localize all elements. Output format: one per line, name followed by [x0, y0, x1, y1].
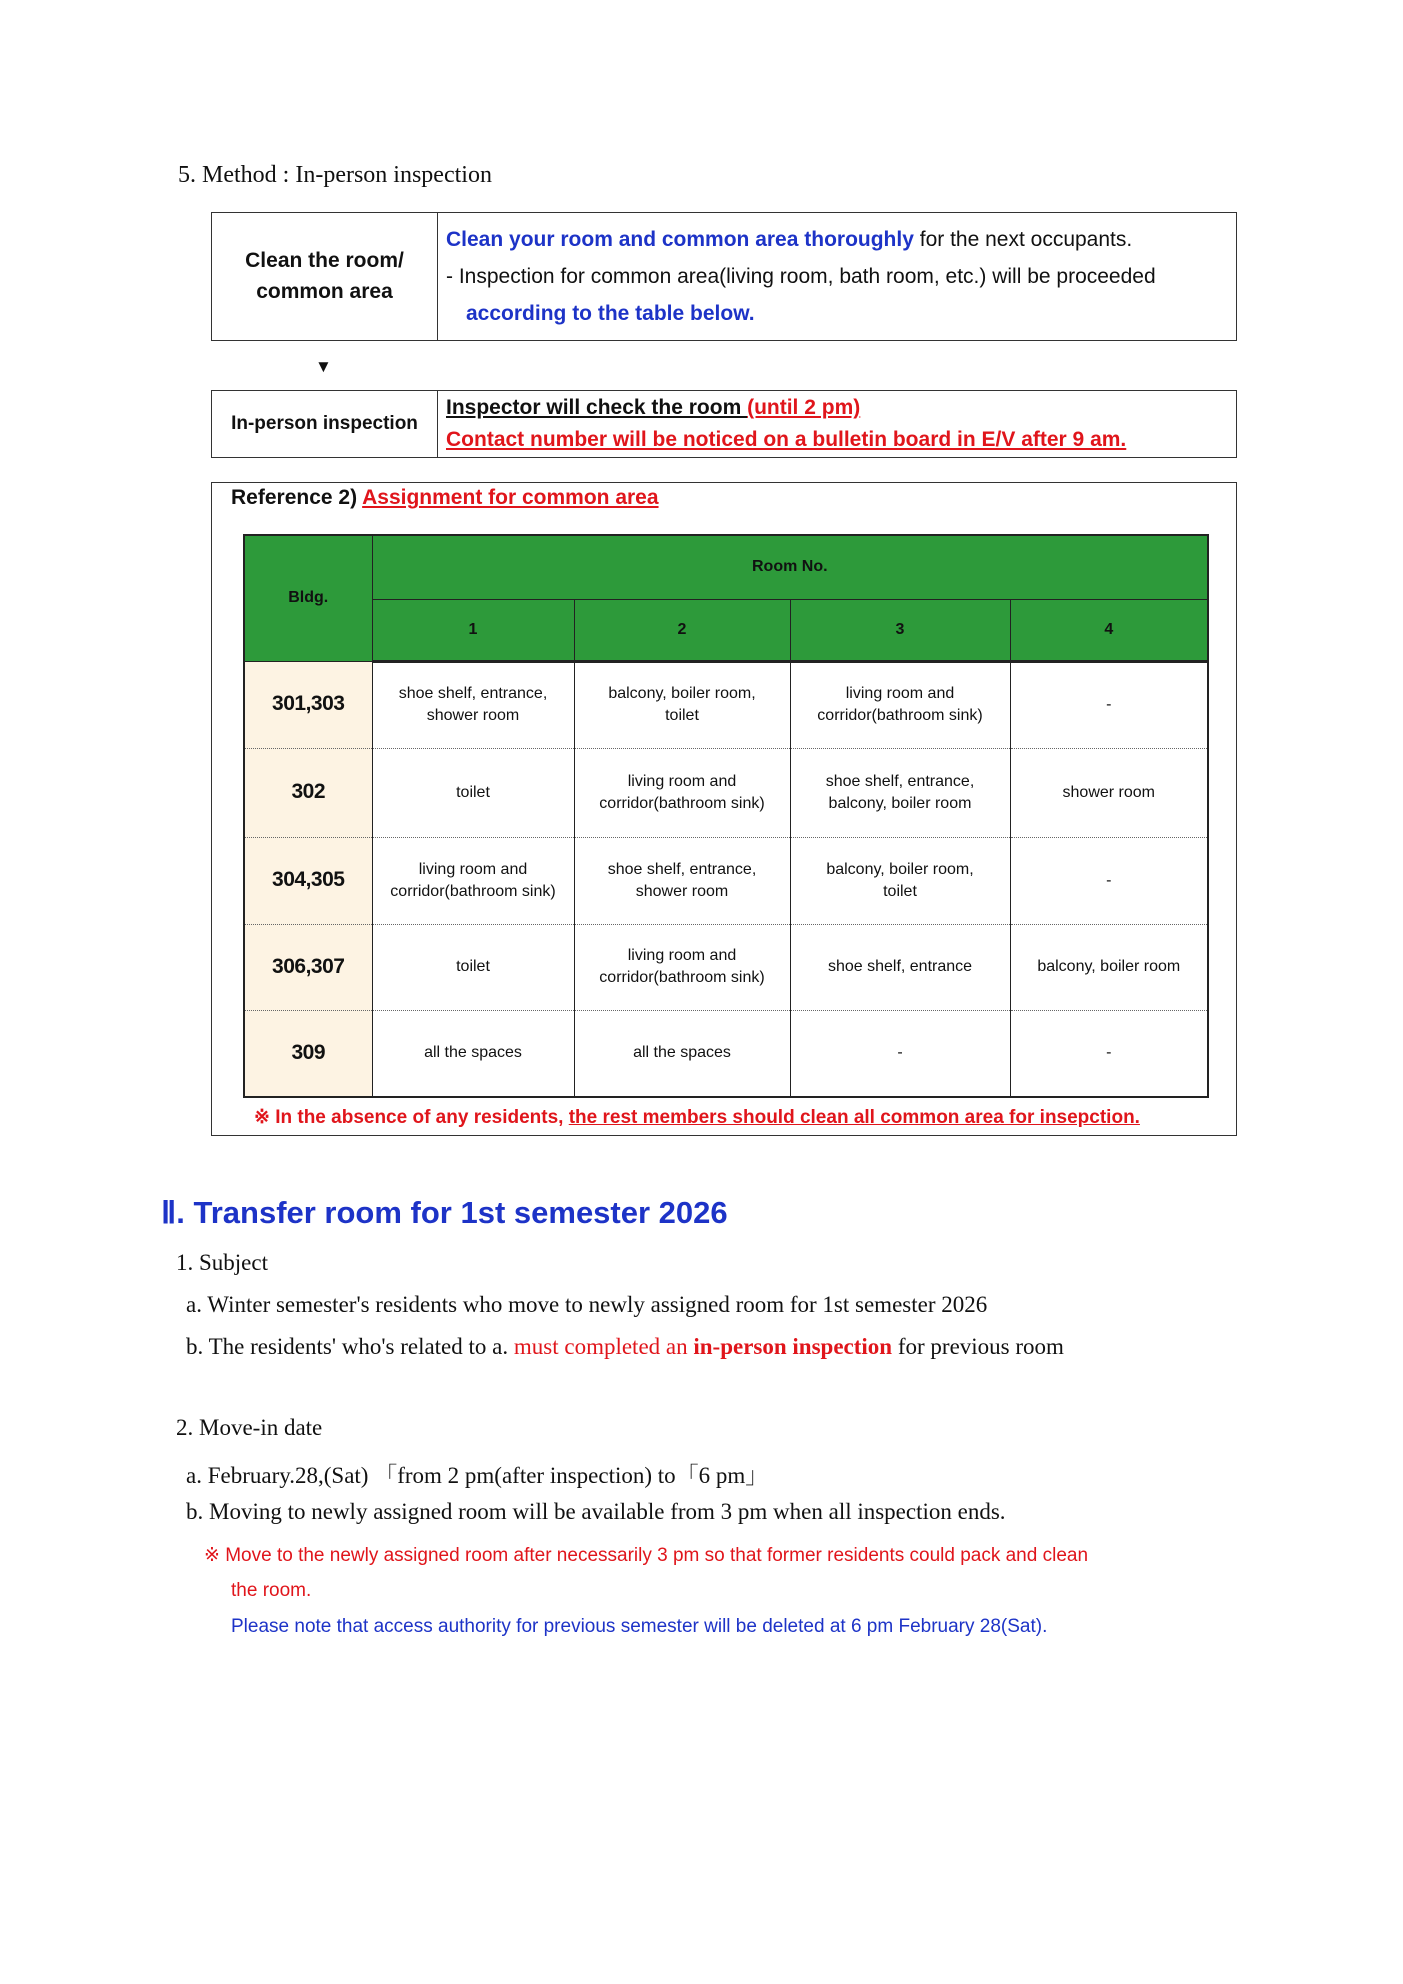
clean-room-content — [438, 213, 1237, 341]
table-row — [244, 661, 1208, 748]
inspection-box — [211, 390, 1237, 458]
table-row — [244, 1010, 1208, 1097]
reference-note — [254, 1106, 1140, 1129]
bldg-cell: 301,303 — [244, 661, 372, 748]
clean-label-line2: common area — [256, 279, 393, 303]
room-number-3: 3 — [790, 599, 1010, 661]
table-cell: - — [1010, 661, 1208, 748]
reference-title-highlight: Assignment for common area — [362, 486, 659, 509]
room-number-1: 1 — [372, 599, 574, 661]
subject-b-part3: in-person inspection — [693, 1334, 893, 1359]
bldg-cell: 309 — [244, 1010, 372, 1097]
inspection-label: In-person inspection — [212, 391, 438, 458]
table-cell: - — [1010, 1010, 1208, 1097]
reference-note-b: the rest members should clean all common area for insepction. — [568, 1107, 1140, 1128]
subject-b-part4: for previous room — [892, 1334, 1064, 1359]
bldg-cell: 302 — [244, 748, 372, 837]
clean-highlight: Clean your room and common area thoroughly — [446, 228, 914, 251]
bldg-cell: 306,307 — [244, 924, 372, 1010]
table-cell: balcony, boiler room, toilet — [574, 661, 790, 748]
table-cell: living room and corridor(bathroom sink) — [790, 661, 1010, 748]
method-heading: 5. Method : In-person inspection — [178, 162, 492, 188]
clean-room-box — [211, 212, 1237, 341]
table-cell: - — [790, 1010, 1010, 1097]
table-cell: all the spaces — [574, 1010, 790, 1097]
room-no-header: Room No. — [372, 535, 1208, 599]
bldg-header: Bldg. — [244, 535, 372, 661]
clean-line2: - Inspection for common area(living room, bath room, etc.) will be proceeded — [446, 265, 1156, 288]
table-cell: shoe shelf, entrance — [790, 924, 1010, 1010]
subject-heading: 1. Subject — [176, 1250, 268, 1275]
table-cell: shoe shelf, entrance, shower room — [372, 661, 574, 748]
room-number-4: 4 — [1010, 599, 1208, 661]
table-cell: shower room — [1010, 748, 1208, 837]
table-cell: balcony, boiler room — [1010, 924, 1208, 1010]
table-cell: toilet — [372, 748, 574, 837]
movein-item-a: a. February.28,(Sat) 「from 2 pm(after inspection) to「6 pm」 — [186, 1463, 769, 1488]
inspection-line1-a: Inspector will check the room — [446, 396, 748, 419]
table-cell: living room and corridor(bathroom sink) — [372, 837, 574, 924]
inspection-line1-b: (until 2 pm) — [747, 396, 861, 419]
section2-title: Ⅱ. Transfer room for 1st semester 2026 — [161, 1195, 728, 1230]
bldg-cell: 304,305 — [244, 837, 372, 924]
subject-b-part1: b. The residents' who's related to a. — [186, 1334, 514, 1359]
table-row — [244, 924, 1208, 1010]
reference-title-prefix: Reference 2) — [231, 486, 363, 509]
table-cell: toilet — [372, 924, 574, 1010]
table-cell: shoe shelf, entrance, shower room — [574, 837, 790, 924]
table-cell: - — [1010, 837, 1208, 924]
movein-note-line1: ※ Move to the newly assigned room after necessarily 3 pm so that former residents could pack and clean — [204, 1545, 1089, 1566]
inspection-content — [438, 391, 1237, 458]
table-row — [244, 748, 1208, 837]
reference-title — [231, 486, 659, 510]
table-cell: living room and corridor(bathroom sink) — [574, 748, 790, 837]
movein-note-line3: Please note that access authority for previous semester will be deleted at 6 pm February 28(Sat). — [231, 1616, 1048, 1637]
table-cell: living room and corridor(bathroom sink) — [574, 924, 790, 1010]
clean-rest: for the next occupants. — [913, 228, 1133, 251]
reference-box — [211, 482, 1237, 1136]
clean-room-label — [212, 213, 438, 341]
clean-label-line1: Clean the room/ — [245, 249, 404, 273]
table-row — [244, 837, 1208, 924]
down-arrow-icon: ▼ — [315, 357, 332, 376]
table-cell: all the spaces — [372, 1010, 574, 1097]
movein-heading: 2. Move-in date — [176, 1415, 323, 1440]
table-cell: shoe shelf, entrance, balcony, boiler room — [790, 748, 1010, 837]
subject-item-b — [186, 1334, 1064, 1360]
room-number-2: 2 — [574, 599, 790, 661]
movein-note-line2: the room. — [231, 1580, 312, 1601]
table-cell: balcony, boiler room, toilet — [790, 837, 1010, 924]
inspection-line2: Contact number will be noticed on a bulletin board in E/V after 9 am. — [446, 428, 1127, 451]
subject-b-part2: must completed an — [513, 1334, 694, 1359]
subject-item-a: a. Winter semester's residents who move to newly assigned room for 1st semester 2026 — [186, 1292, 988, 1317]
assignment-table — [243, 534, 1209, 1098]
reference-note-a: ※ In the absence of any residents, — [254, 1107, 569, 1128]
movein-item-b: b. Moving to newly assigned room will be available from 3 pm when all inspection ends. — [186, 1499, 1006, 1524]
clean-line3: according to the table below. — [466, 302, 755, 325]
